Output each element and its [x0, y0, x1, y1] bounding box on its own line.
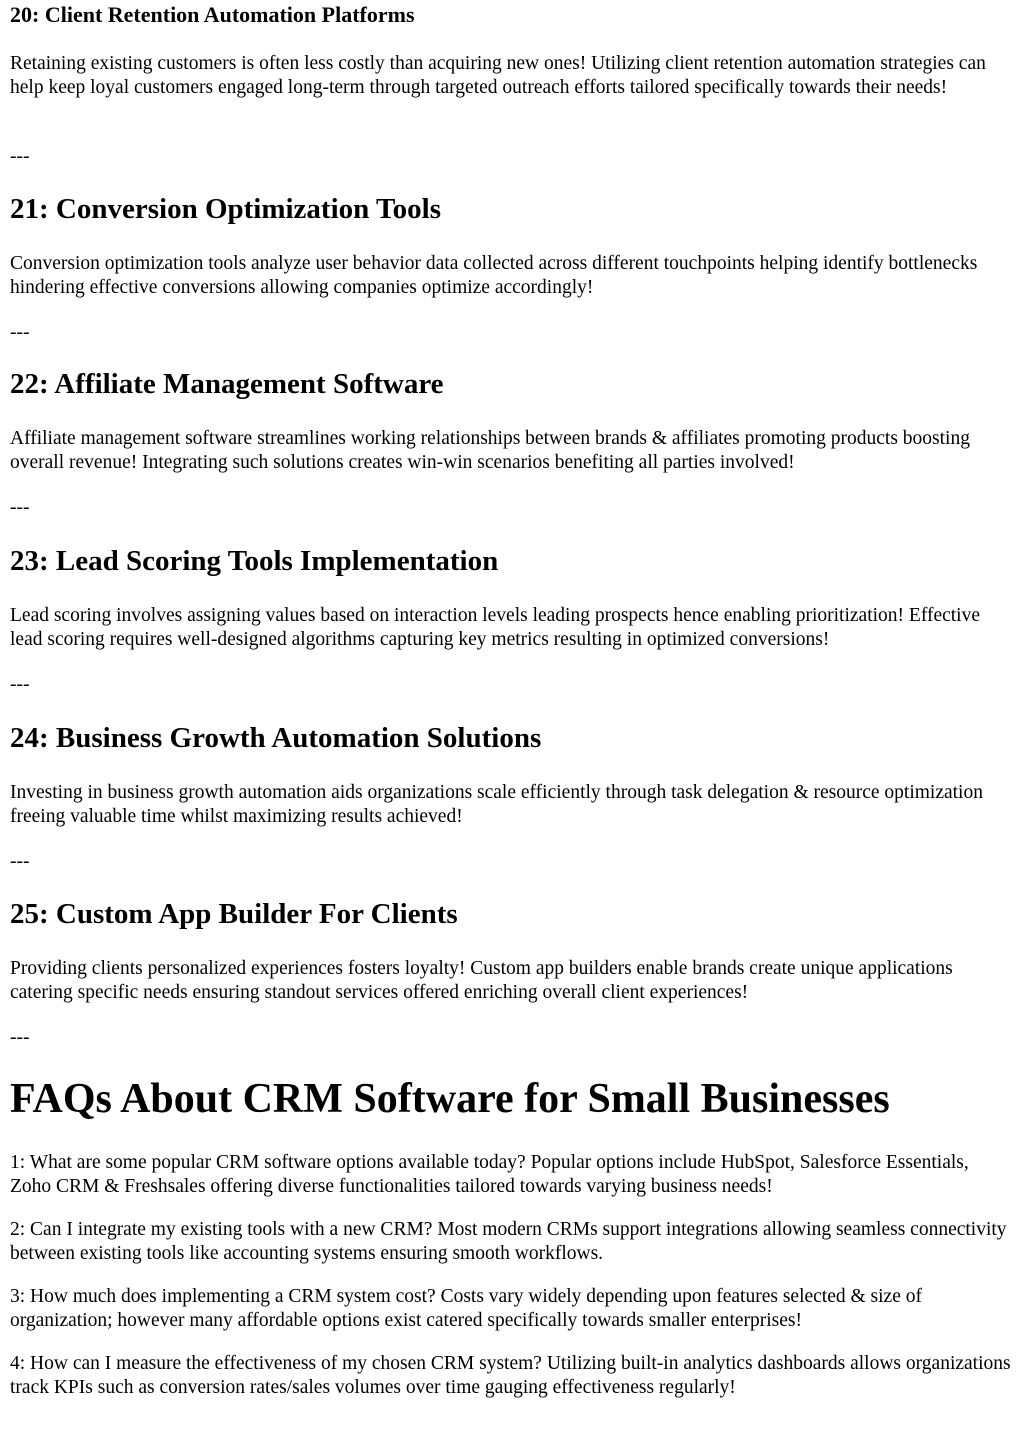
section-24-body: Investing in business growth automation aids organizations scale efficiently through task delegation & resource optimization freeing valuable time whilst maximizing results achieved! — [10, 782, 983, 827]
separator: --- — [10, 1027, 30, 1048]
section-23-heading: 23: Lead Scoring Tools Implementation — [10, 545, 499, 577]
section-22-body: Affiliate management software streamlines working relationships between brands & affiliates promoting products boosting overall revenue! Integrating such solutions creates win-win scenarios benefiting all parties involved! — [10, 428, 970, 473]
faq-title: FAQs About CRM Software for Small Businesses — [10, 1076, 890, 1122]
section-24-heading: 24: Business Growth Automation Solutions — [10, 722, 542, 754]
section-20-heading: 20: Client Retention Automation Platforms — [10, 2, 415, 27]
faq-item-2: 2: Can I integrate my existing tools with a new CRM? Most modern CRMs support integrations allowing seamless connectivity between existing tools like accounting systems ensuring smooth workflows. — [10, 1219, 1007, 1264]
separator: --- — [10, 851, 30, 872]
faq-item-3: 3: How much does implementing a CRM system cost? Costs vary widely depending upon features selected & size of organization; however many affordable options exist catered specifically towards smaller enterprises! — [10, 1286, 922, 1331]
section-25-body: Providing clients personalized experiences fosters loyalty! Custom app builders enable brands create unique applications catering specific needs ensuring standout services offered enriching overall client experiences! — [10, 958, 953, 1003]
section-21-heading: 21: Conversion Optimization Tools — [10, 193, 442, 225]
separator: --- — [10, 674, 30, 695]
separator: --- — [10, 322, 30, 343]
separator: --- — [10, 497, 30, 518]
faq-item-1: 1: What are some popular CRM software options available today? Popular options include HubSpot, Salesforce Essentials, Zoho CRM & Freshsales offering diverse functionalities tailored towards varying business needs! — [10, 1152, 969, 1197]
section-23-body: Lead scoring involves assigning values based on interaction levels leading prospects hence enabling prioritization! Effective lead scoring requires well-designed algorithms capturing key metrics resulting in optimized conversions! — [10, 605, 981, 650]
section-25-heading: 25: Custom App Builder For Clients — [10, 898, 458, 930]
section-20-body: Retaining existing customers is often less costly than acquiring new ones! Utilizing client retention automation strategies can help keep loyal customers engaged long-term through targeted outreach efforts tailored specifically towards their needs! — [10, 53, 986, 98]
section-21-body: Conversion optimization tools analyze user behavior data collected across different touchpoints helping identify bottlenecks hindering effective conversions allowing companies optimize accordingly! — [10, 253, 978, 298]
separator: --- — [10, 146, 30, 167]
section-22-heading: 22: Affiliate Management Software — [10, 368, 444, 400]
faq-item-4: 4: How can I measure the effectiveness of my chosen CRM system? Utilizing built-in analytics dashboards allows organizations track KPIs such as conversion rates/sales volumes over time gauging effectiveness regularly! — [10, 1353, 1011, 1398]
